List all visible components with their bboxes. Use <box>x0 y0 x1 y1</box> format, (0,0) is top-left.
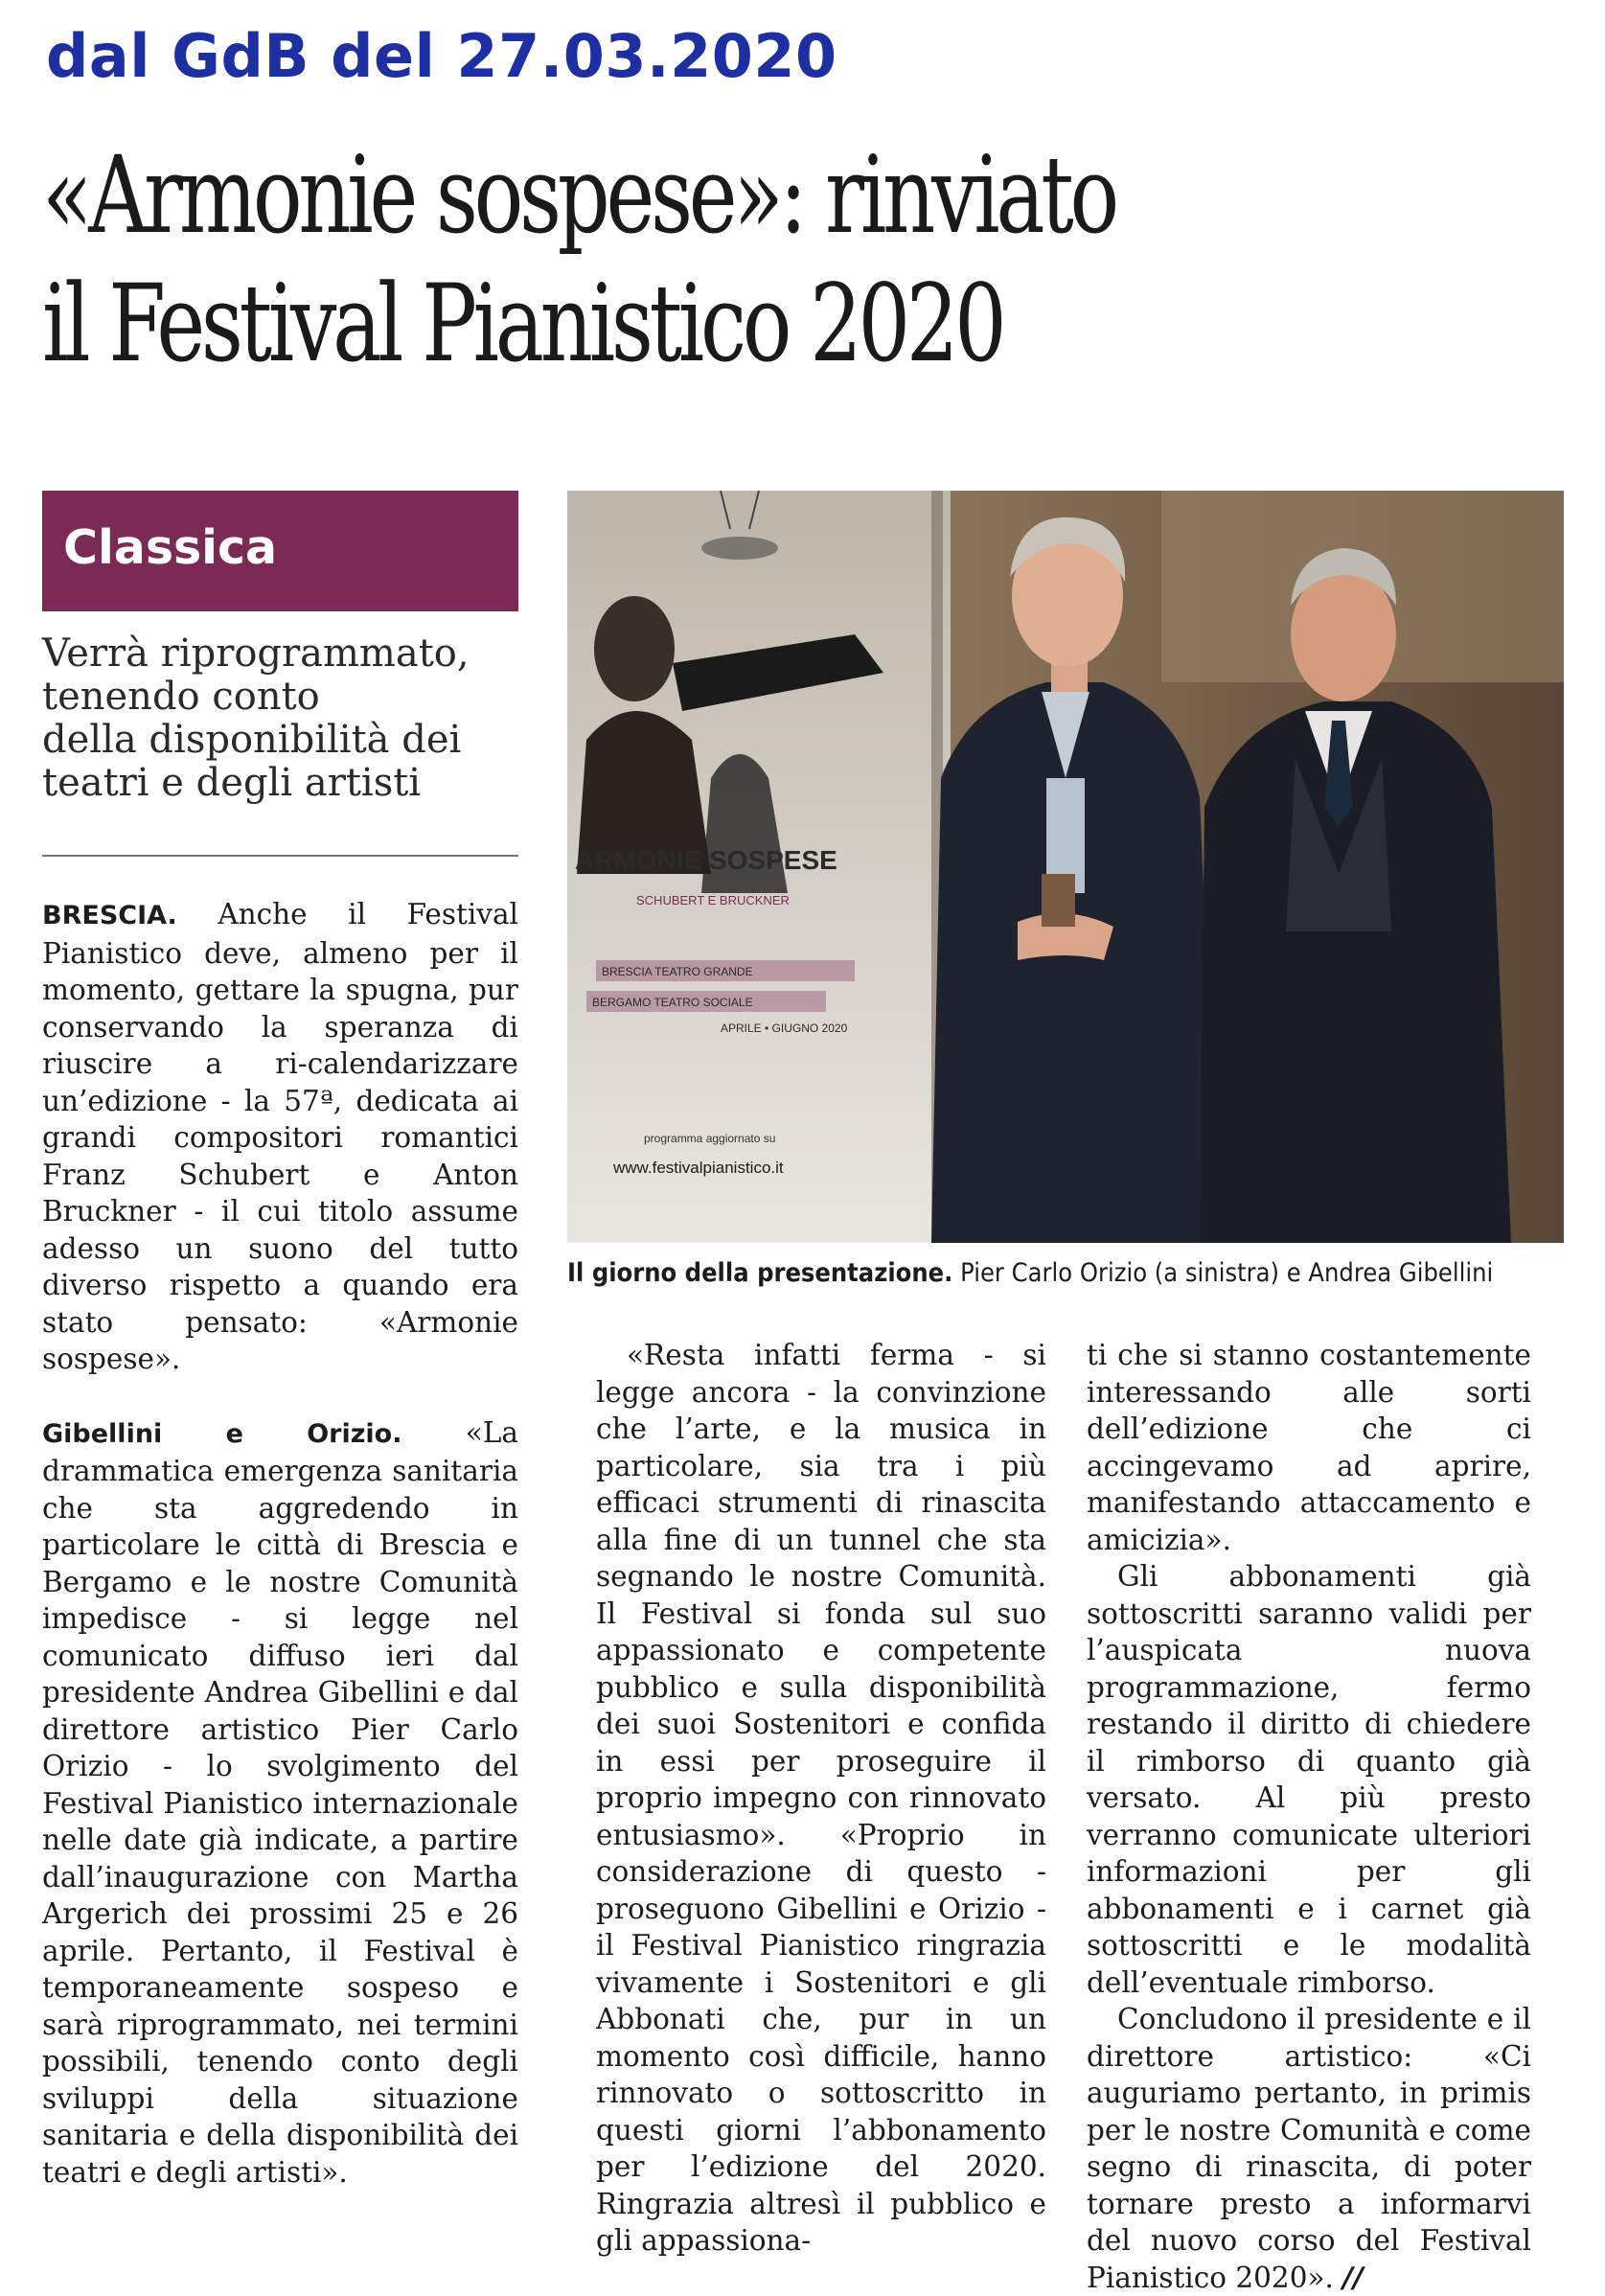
paragraph-1-text: Anche il Festival Pianistico deve, almeno per il momento, gettare la spugna, pur conservando la speranza di riuscire a ri-calendarizzare un’edizione - la 57ª, dedicata ai grandi compositori romantici Franz Schubert e Anton Bruckner - il cui titolo assume adesso un suono del tutto diverso rispetto a quando era stato pensato: «Armonie sospese». <box>42 898 518 1375</box>
headline-line-2: il Festival Pianistico 2020 <box>42 263 1003 386</box>
banner-venue-1: BRESCIA TEATRO GRANDE <box>602 965 753 978</box>
article-column-3 <box>1087 1337 1531 2296</box>
paragraph-6 <box>1087 2001 1531 2296</box>
subhead-line-2: tenendo conto <box>42 675 320 719</box>
subhead-line-4: teatri e degli artisti <box>42 761 422 805</box>
paragraph-4: ti che si stanno costantemente interessando alle sorti dell’edizione che ci accingevamo ad aprire, manifestando attaccamento e amicizia». <box>1087 1339 1531 1556</box>
banner-venue-2: BERGAMO TEATRO SOCIALE <box>592 996 753 1009</box>
photo-caption <box>567 1258 1494 1288</box>
banner-note: programma aggiornato su <box>644 1132 776 1145</box>
banner-dates: APRILE • GIUGNO 2020 <box>721 1022 848 1035</box>
paragraph-5: Gli abbonamenti già sottoscritti saranno validi per l’auspicata nuova programmazione, fermo restando il diritto di chiedere il rimborso di quanto già versato. Al più presto verranno comunicate ulteriori informazioni per gli abbonamenti e i carnet già sottoscritti e le modalità dell’eventuale rimborso. <box>1087 1560 1531 1999</box>
source-line: dal GdB del 27.03.2020 <box>46 21 837 91</box>
paragraph-2-lead: Gibellini e Orizio. <box>42 1418 402 1449</box>
article-photo <box>567 491 1564 1243</box>
banner-title: ARMONIE SOSPESE <box>575 845 837 875</box>
article-column-1 <box>42 896 518 2191</box>
section-label: Classica <box>63 520 278 575</box>
paragraph-2 <box>42 1414 518 2192</box>
dateline: BRESCIA. <box>42 901 177 930</box>
paragraph-2-text: «La drammatica emergenza sanitaria che sta aggredendo in particolare le città di Brescia e Bergamo e le nostre Comunità impedisce - si legge nel comunicato diffuso ieri dal presidente Andrea Gibellini e dal direttore artistico Pier Carlo Orizio - lo svolgimento del Festival Pianistico internazionale nelle date già indicate, a partire dall’inaugurazione con Martha Argerich dei prossimi 25 e 26 aprile. Pertanto, il Festival è temporaneamente sospeso e sarà riprogrammato, nei termini possibili, tenendo conto degli sviluppi della situazione sanitaria e della disponibilità dei teatri e degli artisti». <box>42 1415 518 2189</box>
paragraph-6-text: Concludono il presidente e il direttore artistico: «Ci auguriamo pertanto, in primis per le nostre Comunità e come segno di rinascita, di poter tornare presto a informarvi del nuovo corso del Festival Pianistico 2020». <box>1087 2003 1531 2294</box>
banner-url: www.festivalpianistico.it <box>613 1159 784 1177</box>
caption-text: Pier Carlo Orizio (a sinistra) e Andrea Gibellini <box>952 1258 1494 1288</box>
article-column-2 <box>596 1337 1046 2260</box>
banner-subtitle: SCHUBERT E BRUCKNER <box>636 893 790 907</box>
subheadline <box>42 632 521 805</box>
headline-line-1: «Armonie sospese»: rinviato <box>42 134 1115 258</box>
subhead-line-1: Verrà riprogrammato, <box>42 631 470 676</box>
paragraph-1 <box>42 896 518 1378</box>
headline <box>42 132 1361 389</box>
paragraph-3: «Resta infatti ferma - si legge ancora - la convinzione che l’arte, e la musica in particolare, sia tra i più efficaci strumenti di rinascita alla fine di un tunnel che sta segnando le nostre Comunità. Il Festival si fonda sul suo appassionato e competente pubblico e sulla disponibilità dei suoi Sostenitori e confida in essi per proseguire il proprio impegno con rinnovato entusiasmo». «Proprio in considerazione di questo - proseguono Gibellini e Orizio - il Festival Pianistico ringrazia vivamente i Sostenitori e gli Abbonati che, pur in un momento così difficile, hanno rinnovato o sottoscritto in questi giorni l’abbonamento per l’edizione del 2020. Ringrazia altresì il pubblico e gli appassiona- <box>596 1339 1046 2257</box>
caption-bold: Il giorno della presentazione. <box>567 1258 953 1288</box>
subhead-divider <box>42 855 518 857</box>
subhead-line-3: della disponibilità dei <box>42 718 462 762</box>
end-mark: // <box>1342 2261 1364 2294</box>
section-band <box>42 491 518 611</box>
